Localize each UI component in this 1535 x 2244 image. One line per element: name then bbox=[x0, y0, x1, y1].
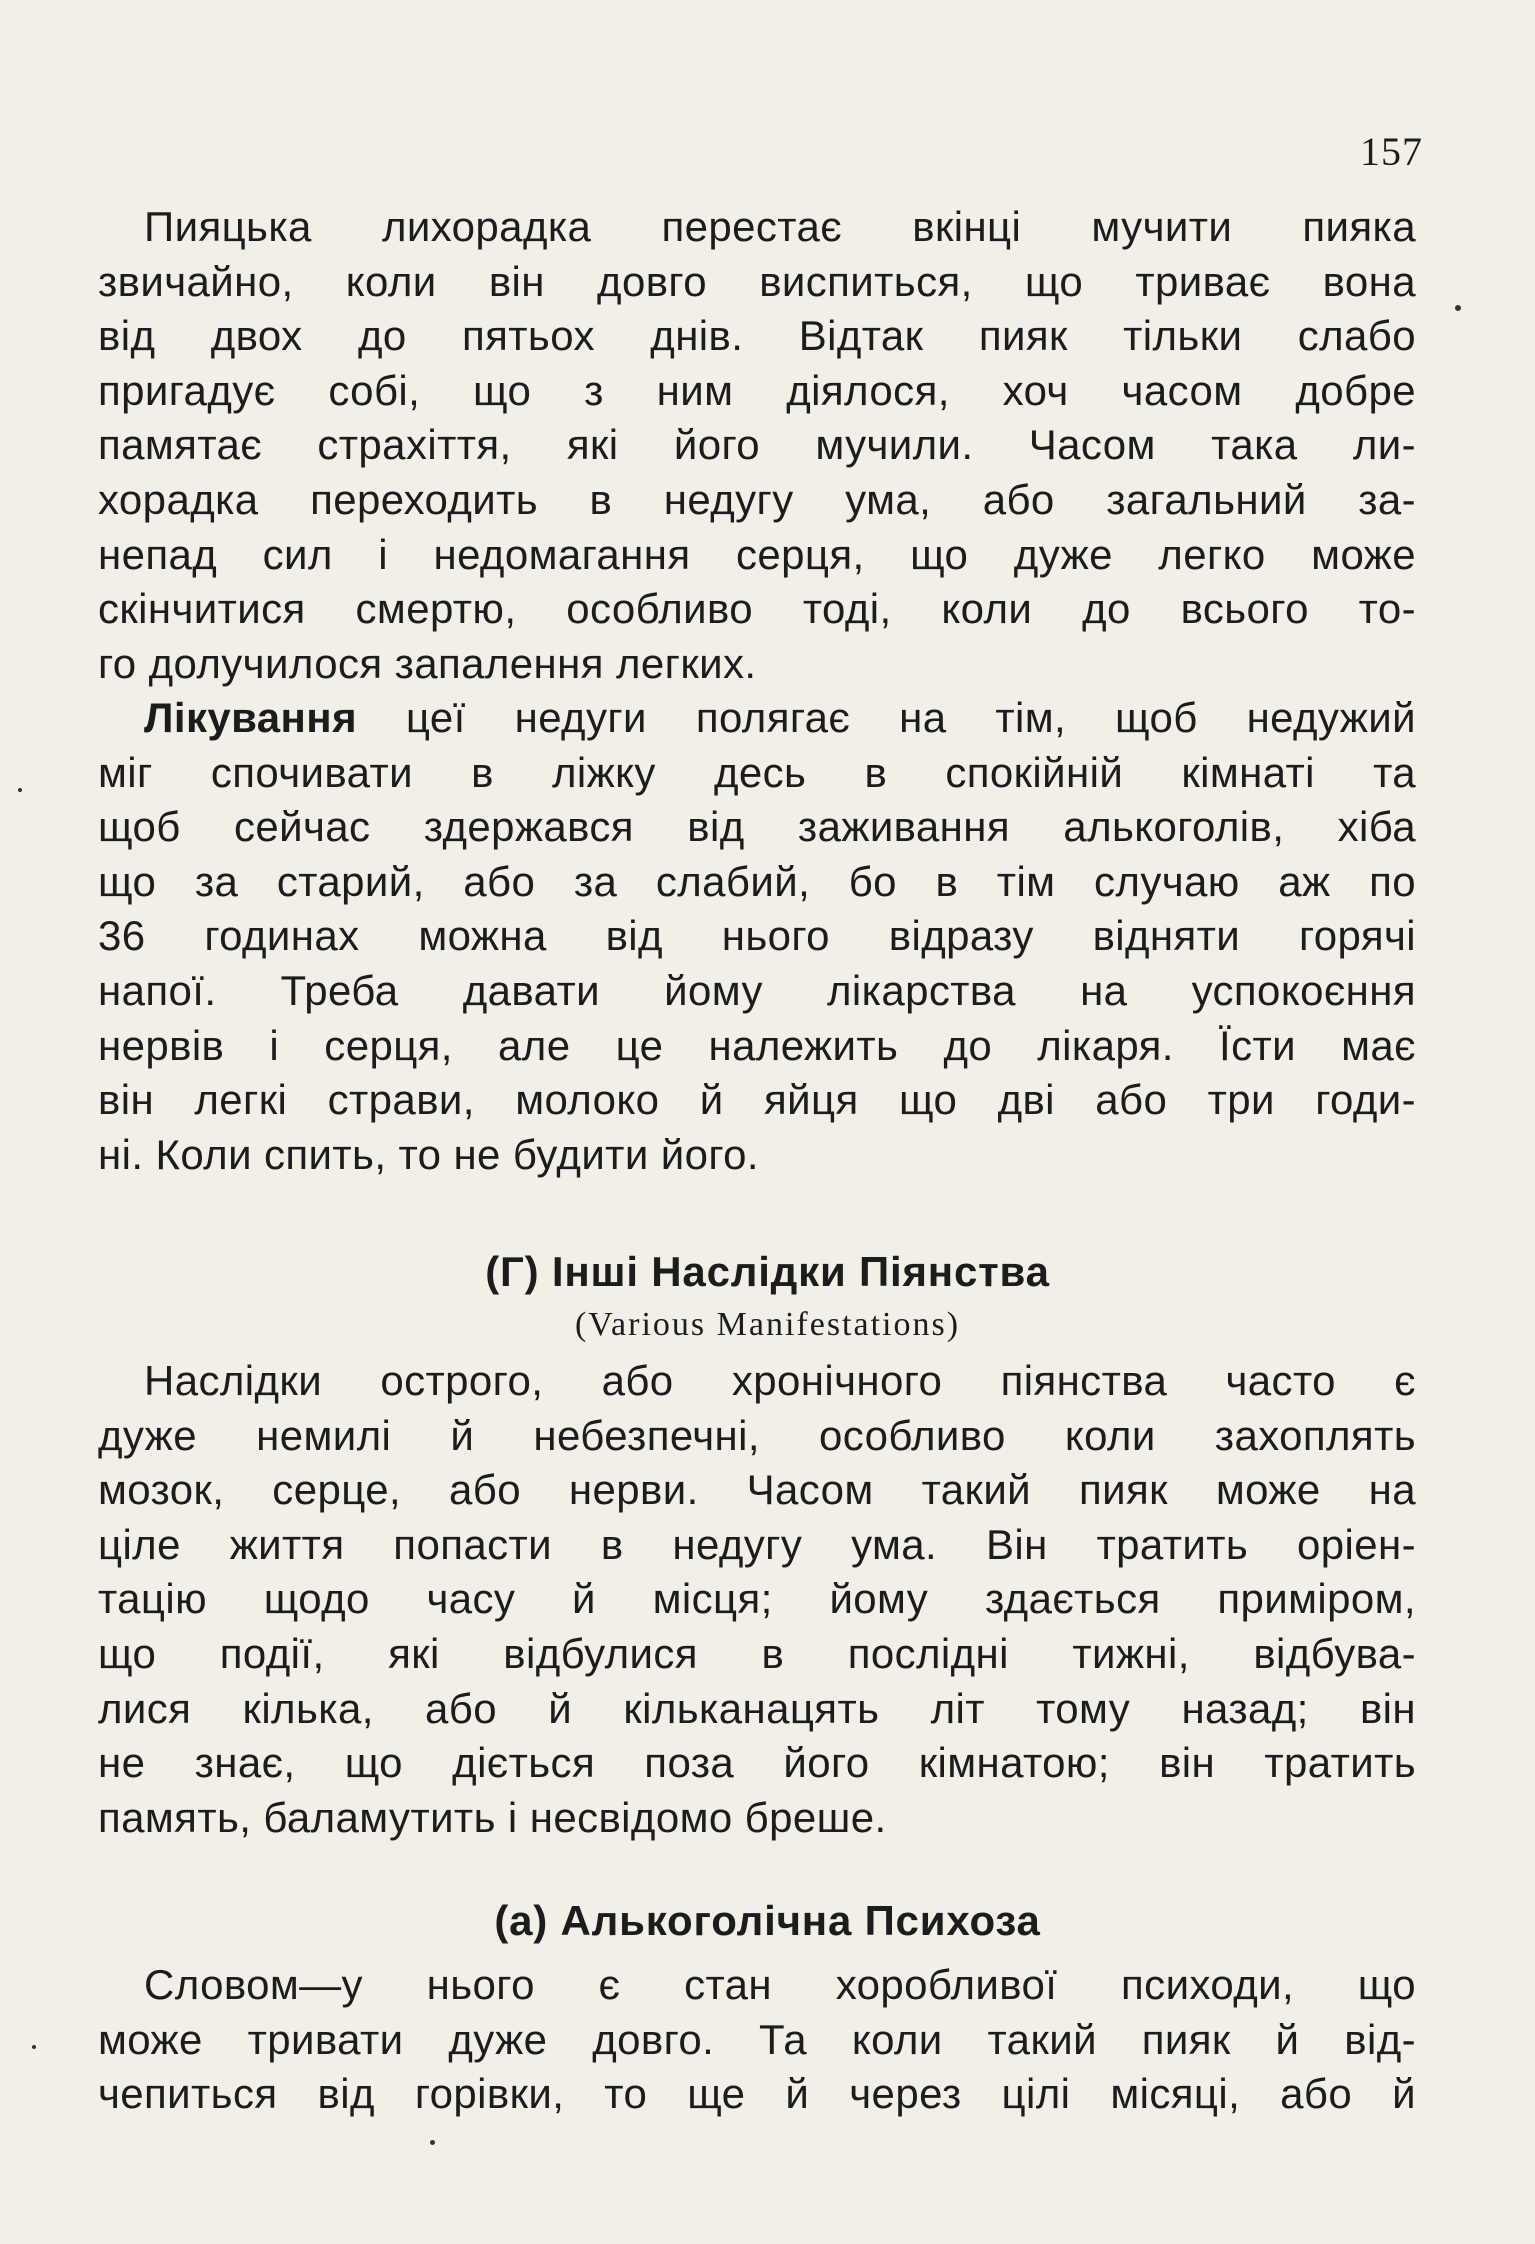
scan-speck bbox=[430, 2140, 435, 2145]
text-line: непад сил і недомагання серця, що дуже легко може bbox=[98, 530, 1416, 578]
text-line: напої. Треба давати йому лікарства на успокоєння bbox=[98, 966, 1416, 1014]
paragraph-4 bbox=[98, 1958, 1416, 2122]
section-subheading: (Various Manifestations) bbox=[574, 1306, 961, 1343]
scan-speck bbox=[32, 2045, 36, 2049]
text-line: нервів і серця, але це належить до лікаря. Їсти має bbox=[98, 1021, 1416, 1069]
text-line: щоб сейчас здержався від заживання алькоголів, хіба bbox=[98, 803, 1416, 851]
text-line: хорадка переходить в недугу ума, або загальний за- bbox=[98, 475, 1416, 523]
text-line: го долучилося запалення легких. bbox=[98, 639, 757, 687]
scan-speck bbox=[1455, 305, 1461, 311]
paragraph-1 bbox=[98, 200, 1416, 691]
text-line: він легкі страви, молоко й яйця що дві або три годи- bbox=[98, 1076, 1416, 1124]
subsection-heading: (а) Алькоголічна Психоза bbox=[494, 1897, 1041, 1944]
text-line: тацію щодо часу й місця; йому здається приміром, bbox=[98, 1575, 1416, 1623]
text-line: лися кілька, або й кільканацять літ тому назад; він bbox=[98, 1684, 1416, 1732]
text-line: Пияцька лихорадка перестає вкінці мучити пияка bbox=[144, 203, 1416, 250]
paragraph-3 bbox=[98, 1354, 1416, 1845]
text-line: пригадує собі, що з ним діялося, хоч часом добре bbox=[98, 366, 1416, 414]
text-line: мозок, серце, або нерви. Часом такий пияк може на bbox=[98, 1466, 1416, 1514]
text-line: від двох до пятьох днів. Відтак пияк тільки слабо bbox=[98, 312, 1416, 360]
text-line: память, баламутить і несвідомо бреше. bbox=[98, 1793, 887, 1841]
text-line: що події, які відбулися в послідні тижні, відбува- bbox=[98, 1629, 1416, 1677]
text-line: може тривати дуже довго. Та коли такий пияк й від- bbox=[98, 2015, 1416, 2063]
paragraph-2 bbox=[98, 691, 1416, 1182]
text-line: скінчитися смертю, особливо тоді, коли до всього то- bbox=[98, 585, 1416, 633]
text-line: не знає, що діється поза його кімнатою; він тратить bbox=[98, 1739, 1416, 1787]
text-line: дуже немилі й небезпечні, особливо коли захоплять bbox=[98, 1411, 1416, 1459]
text-line: Наслідки острого, або хронічного піянства часто є bbox=[144, 1357, 1416, 1404]
text-line: Словом—у нього є стан хоробливої психоди, що bbox=[144, 1961, 1416, 2008]
text-line: що за старий, або за слабий, бо в тім случаю аж по bbox=[98, 857, 1416, 905]
text-line: памятає страхіття, які його мучили. Часом така ли- bbox=[98, 421, 1416, 469]
text-line: ціле життя попасти в недугу ума. Він тратить оріен- bbox=[98, 1520, 1416, 1568]
text-line-rest: цеї недуги полягає на тім, щоб недужий bbox=[357, 694, 1416, 741]
text-line bbox=[98, 691, 1416, 746]
scan-speck bbox=[18, 788, 22, 792]
section-heading: (Г) Інші Наслідки Піянства bbox=[485, 1248, 1050, 1295]
text-line: ні. Коли спить, то не будити його. bbox=[98, 1130, 759, 1178]
text-line: звичайно, коли він довго виспиться, що триває вона bbox=[98, 257, 1416, 305]
text-line: міг спочивати в ліжку десь в спокійній кімнаті та bbox=[98, 748, 1416, 796]
text-line: 36 годинах можна від нього відразу відняти горячі bbox=[98, 912, 1416, 960]
bold-lead-word: Лікування bbox=[144, 694, 357, 741]
page-number: 157 bbox=[1360, 129, 1423, 174]
text-line: чепиться від горівки, то ще й через цілі місяці, або й bbox=[98, 2070, 1416, 2118]
